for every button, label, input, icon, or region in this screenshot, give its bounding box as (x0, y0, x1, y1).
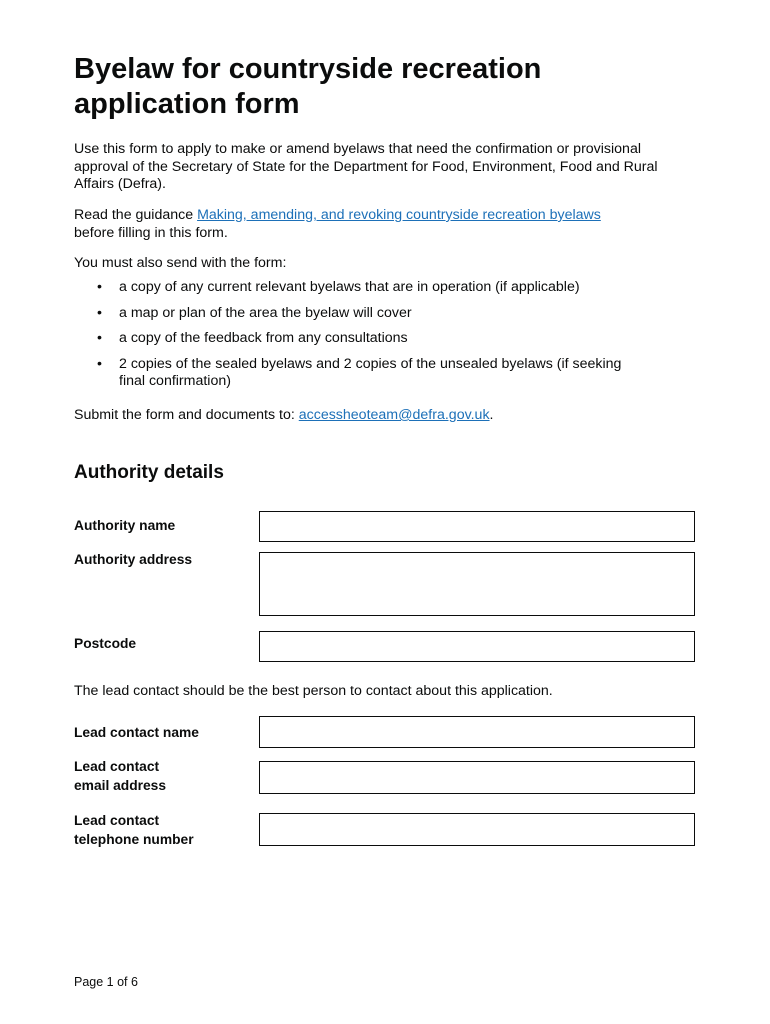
required-documents-list (74, 279, 699, 391)
lead-contact-name-input[interactable] (259, 716, 695, 748)
bullet-icon: • (97, 330, 102, 346)
intro-paragraph: Use this form to apply to make or amend byelaws that need the confirmation or provisional approval of the Secretary of State for the Department for Food, Environment, Food and Rural Affairs (Defra). (74, 141, 658, 192)
postcode-label: Postcode (74, 636, 137, 651)
lead-contact-note: The lead contact should be the best person to contact about this application. (74, 683, 553, 699)
postcode-input[interactable] (259, 631, 695, 662)
authority-address-label: Authority address (74, 552, 193, 567)
guidance-prefix: Read the guidance (74, 207, 198, 223)
list-item: • a copy of any current relevant byelaws that are in operation (if applicable) (97, 279, 580, 295)
list-item: • a copy of the feedback from any consultations (97, 330, 408, 346)
lead-contact-phone-input[interactable] (259, 813, 695, 846)
submit-paragraph: Submit the form and documents to: accessheoteam@defra.gov.uk. (74, 407, 494, 423)
guidance-suffix: before filling in this form. (74, 224, 228, 241)
authority-address-input[interactable] (259, 552, 695, 616)
authority-name-label: Authority name (74, 518, 176, 533)
list-item: • 2 copies of the sealed byelaws and 2 copies of the unsealed byelaws (if seeking final confirmation) (97, 355, 622, 389)
bullet-icon: • (97, 279, 102, 295)
lead-contact-email-label: Lead contact email address (74, 759, 167, 793)
bullet-icon: • (97, 355, 102, 372)
page-number: Page 1 of 6 (74, 975, 138, 989)
bullet-icon: • (97, 304, 102, 321)
authority-name-input[interactable] (259, 511, 695, 542)
page-title: Byelaw for countryside recreation application form (74, 53, 542, 120)
guidance-link[interactable]: Making, amending, and revoking countryside recreation byelaws (197, 207, 601, 223)
submit-email-link[interactable]: accessheoteam@defra.gov.uk (298, 407, 490, 423)
lead-contact-phone-label: Lead contact telephone number (74, 813, 194, 847)
lead-contact-email-input[interactable] (259, 761, 695, 794)
lead-contact-name-label: Lead contact name (74, 725, 199, 740)
authority-details-heading: Authority details (74, 462, 224, 483)
list-item: • a map or plan of the area the byelaw will cover (97, 304, 412, 321)
send-with-intro: You must also send with the form: (74, 255, 287, 271)
guidance-paragraph (74, 207, 699, 242)
